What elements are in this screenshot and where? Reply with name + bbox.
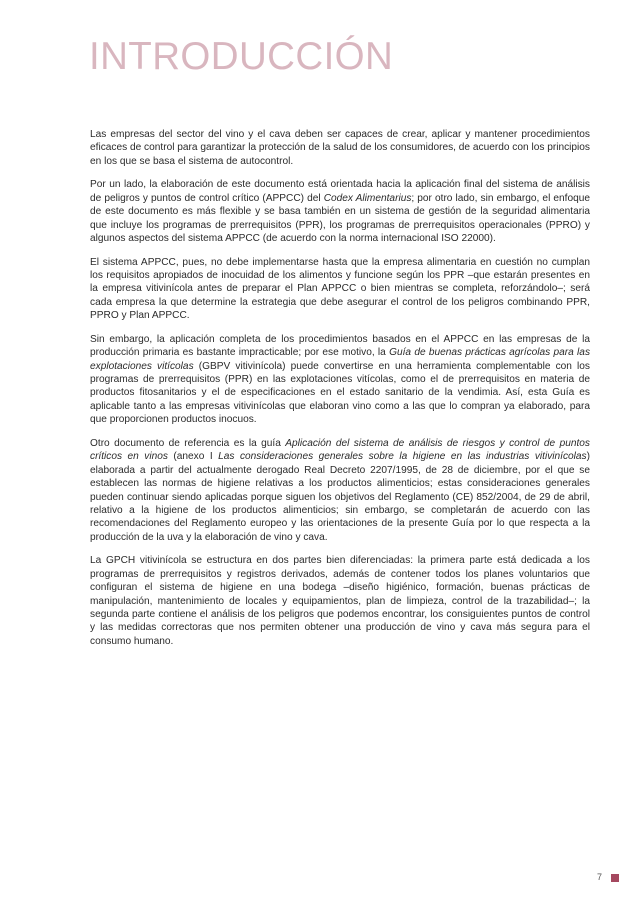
paragraph <box>90 178 590 245</box>
page-footer <box>597 873 619 882</box>
paragraph-text: ) elaborada a partir del actualmente derogado Real Decreto 2207/1995, de 28 de diciembre, por el que se establecen las normas de higiene relativas a los productos alimenticios; estas consideraciones generales pueden continuar siendo aplicadas porque siguen los objetivos del Reglamento (CE) 852/2004, de 29 de abril, relativo a la higiene de los productos alimenticios; sin embargo, se completarán de acuerdo con las recomendaciones del Reglamento europeo y las orientaciones de la presente Guía por lo que respecta a la producción de la uva y la elaboración de vino y cava. <box>90 451 590 543</box>
paragraph <box>90 256 590 323</box>
paragraph-text: Sin embargo, la aplicación completa de los procedimientos basados en el APPCC en las empresas de la producción primaria es bastante impracticable; por ese motivo, la <box>90 333 590 359</box>
paragraph <box>90 437 590 544</box>
paragraph-text: Por un lado, la elaboración de este documento está orientada hacia la aplicación final del sistema de análisis de peligros y puntos de control crítico (APPCC) del <box>90 179 590 204</box>
paragraph-text: El sistema APPCC, pues, no debe implementarse hasta que la empresa alimentaria en cuestión no cumplan los requisitos apropiados de inocuidad de los alimentos y funcione según los PPR –que estarán presentes en la empresa vitivinícola antes de preparar el Plan APPCC o bien mientras se completa, reforzándolo–; será cada empresa la que determine la estrategia que debe asegurar el control de los peligros combinando PPR, PPRO y Plan APPCC. <box>90 256 590 322</box>
italic-reference-text: Codex Alimentarius <box>323 192 412 204</box>
italic-reference-text: Aplicación del sistema de análisis de riesgos y control de puntos críticos en vinos <box>90 437 590 463</box>
paragraph <box>90 333 590 427</box>
italic-reference-text: Las consideraciones generales sobre la higiene en las industrias vitivinícolas <box>218 451 587 463</box>
paragraph-text: Otro documento de referencia es la guía <box>90 437 286 449</box>
page-title: INTRODUCCIÓN <box>89 35 394 78</box>
paragraph-text: (anexo I <box>167 451 219 463</box>
page-number: 7 <box>596 872 602 882</box>
paragraph-text: Las empresas del sector del vino y el cava deben ser capaces de crear, aplicar y mantener procedimientos eficaces de control para garantizar la protección de la salud de los consumidores, de acuerdo con los principios en los que se basa el sistema de autocontrol. <box>90 129 590 167</box>
accent-square-icon <box>611 874 619 882</box>
paragraph <box>90 554 590 648</box>
paragraph-text: La GPCH vitivinícola se estructura en dos partes bien diferenciadas: la primera parte está dedicada a los programas de prerrequisitos y registros derivados, además de contener todos los planes voluntarios que configuran el sistema de higiene en una bodega –diseño higiénico, formación, buenas prácticas de manipulación, mantenimiento de locales y equipamientos, plan de limpieza, control de la trazabilidad–; la segunda parte contiene el análisis de los peligros que podemos encontrar, los consiguientes puntos de control y las medidas correctoras que nos permiten obtener una producción de vino y cava más segura para el consumo humano. <box>90 555 590 647</box>
paragraph-text: ; por otro lado, sin embargo, el enfoque de este documento es más flexible y se basa también en un sistema de gestión de la seguridad alimentaria que incluye los programas de prerrequisitos (PPR), los programas de prerrequisitos operacionales (PPRO) y algunos aspectos del sistema APPCC (de acuerdo con la norma internacional ISO 22000). <box>90 192 590 245</box>
paragraph-text: (GBPV vitivinícola) puede convertirse en una herramienta complementable con los programas de prerrequisitos (PPR) en las explotaciones vitícolas, como el de prerrequisitos en materia de productos fitosanitarios y el de especificaciones en el estado sanitario de la vendimia. Así, esta Guía es aplicable tanto a las empresas vitivinícolas que elaboran vino como a las que lo compran ya elaborado, para que proporcionen productos inocuos. <box>90 360 590 426</box>
italic-reference-text: Guía de buenas prácticas agrícolas para las explotaciones vitícolas <box>90 347 591 372</box>
paragraph <box>90 128 590 168</box>
body-text <box>90 128 590 658</box>
